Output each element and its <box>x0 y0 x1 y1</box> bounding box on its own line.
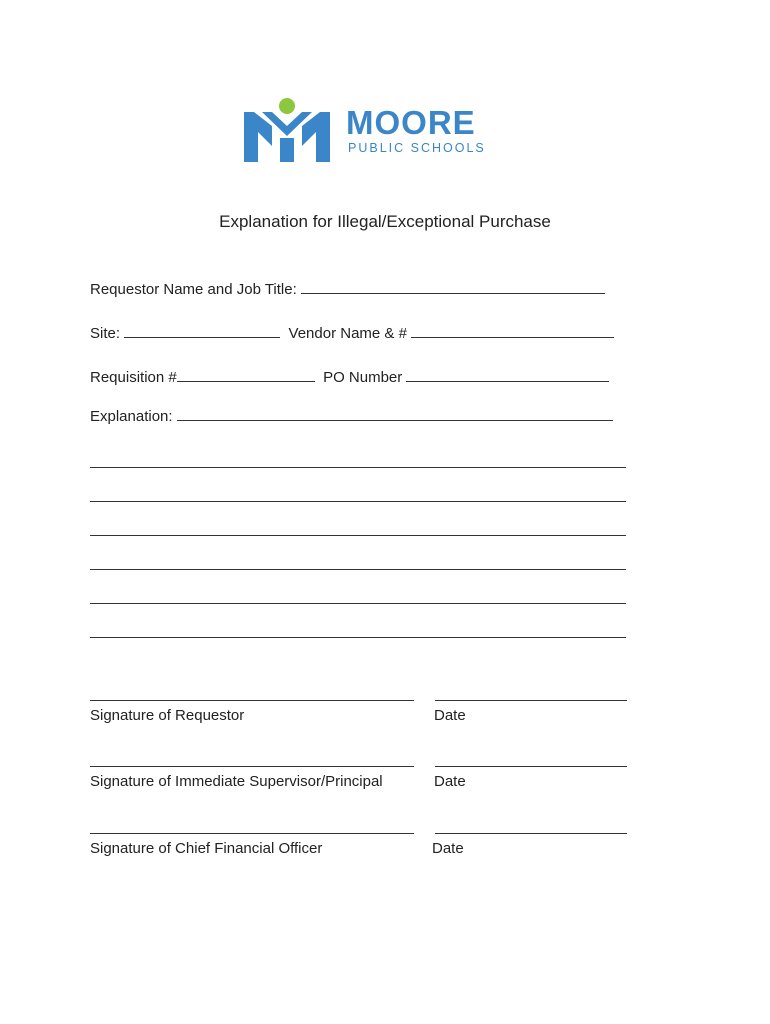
explanation-row <box>90 405 613 427</box>
requestor-signature-label: Signature of Requestor <box>90 707 245 724</box>
moore-logo-icon <box>242 96 342 166</box>
logo-subtitle: PUBLIC SCHOOLS <box>348 141 486 155</box>
supervisor-signature-line[interactable] <box>90 766 414 767</box>
explanation-line[interactable] <box>90 535 626 536</box>
supervisor-date-label: Date <box>434 773 466 790</box>
cfo-date-label: Date <box>432 840 464 857</box>
requestor-date-label: Date <box>434 707 466 724</box>
requestor-date-line[interactable] <box>435 700 627 701</box>
explanation-label: Explanation: <box>90 408 173 425</box>
site-field[interactable] <box>124 322 280 338</box>
requisition-label: Requisition # <box>90 369 177 386</box>
requestor-signature-line[interactable] <box>90 700 414 701</box>
vendor-label: Vendor Name & # <box>288 325 407 342</box>
explanation-field[interactable] <box>177 405 613 421</box>
vendor-field[interactable] <box>411 322 614 338</box>
logo-name: MOORE <box>346 104 476 141</box>
form-title: Explanation for Illegal/Exceptional Purchase <box>219 212 551 231</box>
cfo-signature-line[interactable] <box>90 833 414 834</box>
explanation-line[interactable] <box>90 501 626 502</box>
explanation-line[interactable] <box>90 603 626 604</box>
requisition-po-row <box>90 366 609 388</box>
requisition-field[interactable] <box>177 366 315 382</box>
requestor-row <box>90 278 605 300</box>
requestor-label: Requestor Name and Job Title: <box>90 281 297 298</box>
po-number-label: PO Number <box>323 369 403 386</box>
explanation-line[interactable] <box>90 637 626 638</box>
supervisor-signature-label: Signature of Immediate Supervisor/Principal <box>90 773 383 790</box>
requestor-field[interactable] <box>301 278 605 294</box>
supervisor-date-line[interactable] <box>435 766 627 767</box>
explanation-line[interactable] <box>90 467 626 468</box>
site-label: Site: <box>90 325 121 342</box>
moore-public-schools-logo <box>242 96 522 166</box>
explanation-line[interactable] <box>90 569 626 570</box>
site-vendor-row <box>90 322 614 344</box>
cfo-signature-label: Signature of Chief Financial Officer <box>90 840 323 857</box>
po-number-field[interactable] <box>406 366 609 382</box>
cfo-date-line[interactable] <box>435 833 627 834</box>
